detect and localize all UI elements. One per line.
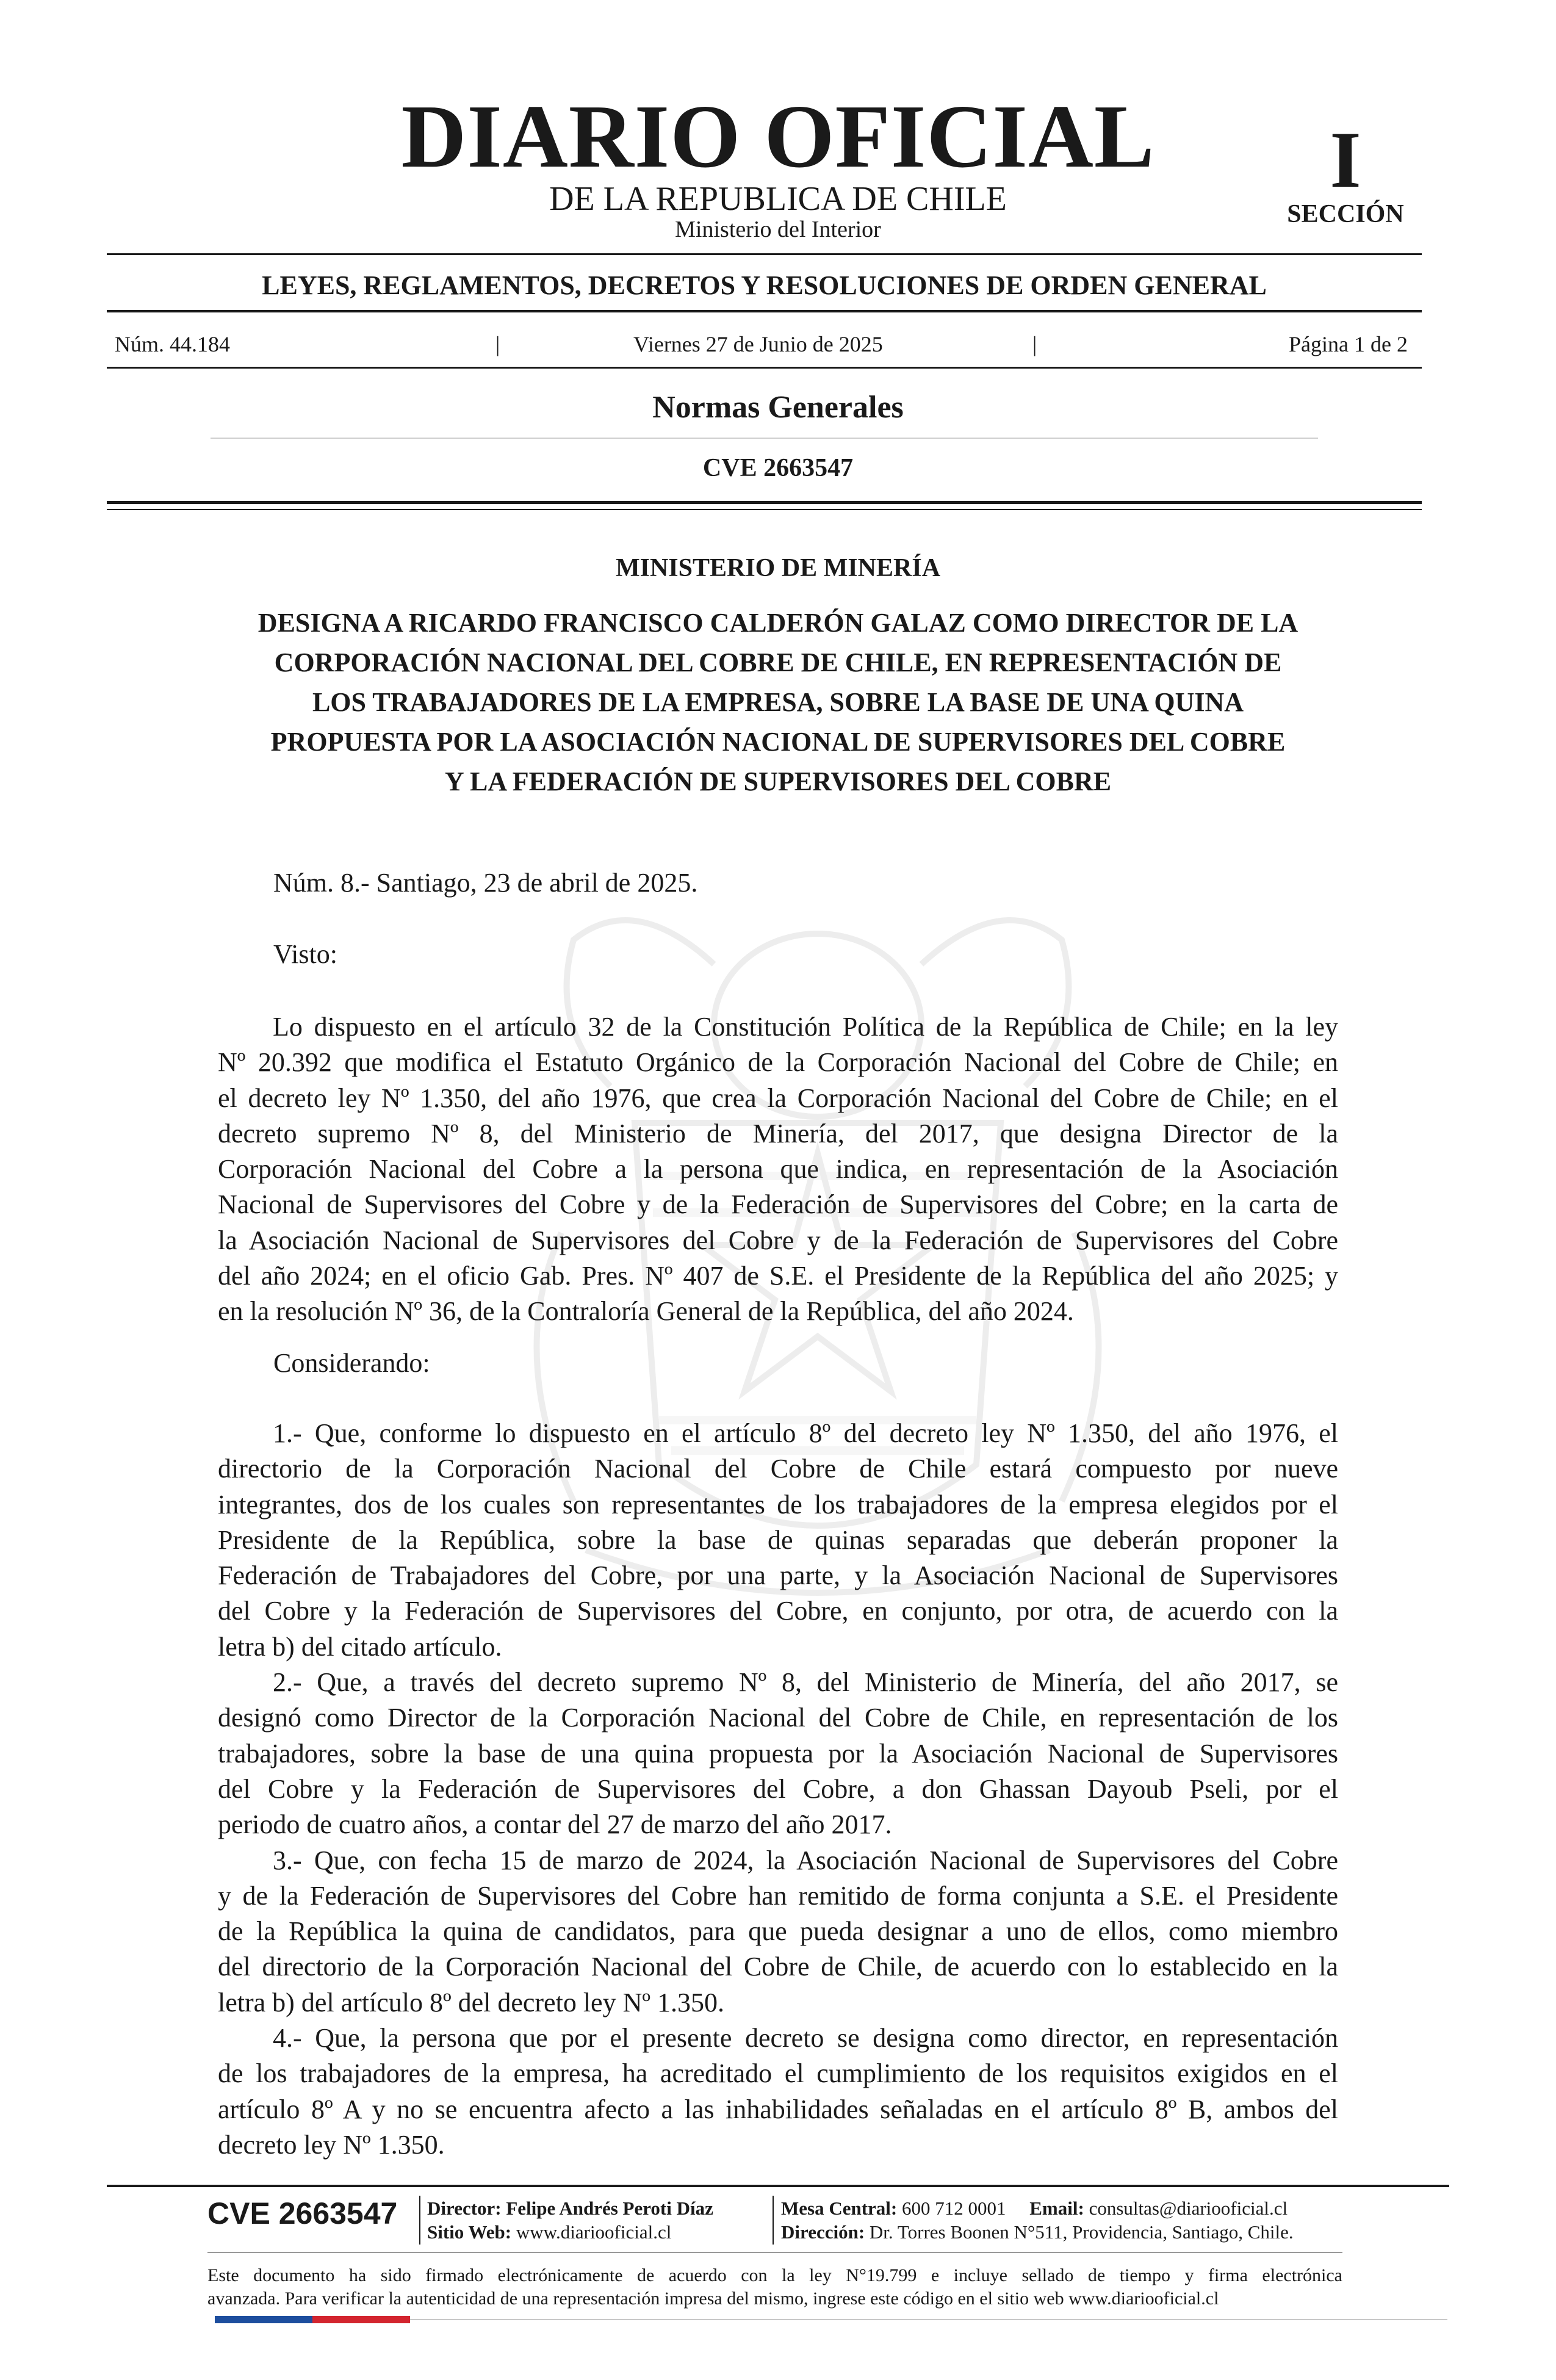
footer-director-label: Director: [427, 2198, 502, 2219]
footer-mesa-value: 600 712 0001 [902, 2198, 1006, 2219]
cve-code: CVE 2663547 [702, 454, 854, 482]
footer-separator [773, 2196, 774, 2245]
text-line: trabajadores, sobre la base de una quina propuesta por la Asociación Nacional de Supervisores [218, 1738, 1338, 1769]
text-line: del Cobre y la Federación de Supervisores del Cobre, a don Ghassan Dayoub Pseli, por el [218, 1773, 1338, 1804]
document-title-line: Y LA FEDERACIÓN DE SUPERVISORES DEL COBRE [444, 766, 1112, 796]
text-line: del Cobre y la Federación de Supervisores del Cobre, en conjunto, por otra, de acuerdo con la [218, 1596, 1338, 1626]
issue-number: Núm. 44.184 [115, 332, 230, 356]
section-number: I [1330, 115, 1361, 204]
text-line: 3.- Que, con fecha 15 de marzo de 2024, la Asociación Nacional de Supervisores del Cobre [273, 1845, 1338, 1875]
decree-number-line: Núm. 8.- Santiago, 23 de abril de 2025. [273, 868, 698, 898]
text-line: integrantes, dos de los cuales son representantes de los trabajadores de la empresa elegidos por el [218, 1489, 1338, 1520]
footer-email-link[interactable]: consultas@diariooficial.cl [1089, 2198, 1288, 2219]
text-line: y de la Federación de Supervisores del Cobre han remitido de forma conjunta a S.E. el Presidente [218, 1880, 1338, 1911]
document-title-line: DESIGNA A RICARDO FRANCISCO CALDERÓN GALAZ COMO DIRECTOR DE LA [258, 608, 1298, 638]
flag-stripe-line [410, 2319, 1447, 2320]
text-line: Nacional de Supervisores del Cobre y de la Federación de Supervisores del Cobre; en la carta de [218, 1189, 1338, 1220]
section-rule-thick [107, 501, 1422, 504]
masthead-ministry: Ministerio del Interior [675, 217, 881, 242]
footer-note-line: Este documento ha sido firmado electrónicamente de acuerdo con la ley N°19.799 e incluye sellado de tiempo y firma electrónica [207, 2265, 1342, 2285]
issue-date: Viernes 27 de Junio de 2025 [633, 332, 883, 356]
meta-separator: | [1032, 332, 1037, 356]
text-line: la Asociación Nacional de Supervisores del Cobre y de la Federación de Supervisores del Cobre [218, 1225, 1338, 1255]
visto-label: Visto: [273, 939, 337, 969]
text-line: Nº 20.392 que modifica el Estatuto Orgánico de la Corporación Nacional del Cobre de Chile; en [218, 1047, 1338, 1078]
text-line: Presidente de la República, sobre la base de quinas separadas que deberán proponer la [218, 1524, 1338, 1555]
flag-stripe-blue [215, 2316, 312, 2323]
footer-divider [207, 2252, 1342, 2253]
text-line: 1.- Que, conforme lo dispuesto en el artículo 8º del decreto ley Nº 1.350, del año 1976, el [273, 1418, 1338, 1448]
text-line: decreto ley Nº 1.350. [218, 2129, 445, 2160]
footer-director-value: Felipe Andrés Peroti Díaz [506, 2198, 713, 2219]
footer-site-label: Sitio Web: [427, 2221, 512, 2243]
category-heading: LEYES, REGLAMENTOS, DECRETOS Y RESOLUCIONES DE ORDEN GENERAL [262, 270, 1267, 300]
footer-rule [107, 2185, 1449, 2187]
footer-address [781, 2223, 1294, 2241]
footer-address-value: Dr. Torres Boonen N°511, Providencia, Santiago, Chile. [869, 2221, 1294, 2243]
considerando-paragraphs [218, 1416, 1338, 2163]
text-line: letra b) del citado artículo. [218, 1631, 502, 1662]
text-line: 2.- Que, a través del decreto supremo Nº 8, del Ministerio de Minería, del año 2017, se [273, 1667, 1338, 1698]
footer-email-label: Email: [1029, 2198, 1084, 2219]
section-title: Normas Generales [652, 390, 904, 425]
document-title-line: LOS TRABAJADORES DE LA EMPRESA, SOBRE LA BASE DE UNA QUINA [312, 687, 1244, 717]
text-line: el decreto ley Nº 1.350, del año 1976, que crea la Corporación Nacional del Cobre de Chile; en el [218, 1083, 1338, 1113]
document-title-line: CORPORACIÓN NACIONAL DEL COBRE DE CHILE, EN REPRESENTACIÓN DE [274, 647, 1282, 677]
text-line: designó como Director de la Corporación Nacional del Cobre de Chile, en representación de los [218, 1703, 1338, 1733]
footer-address-label: Dirección: [781, 2221, 865, 2243]
text-line: de la República la quina de candidatos, para que pueda designar a uno de ellos, como miembro [218, 1916, 1338, 1947]
masthead-subtitle: DE LA REPUBLICA DE CHILE [549, 180, 1007, 218]
document-title-line: PROPUESTA POR LA ASOCIACIÓN NACIONAL DE SUPERVISORES DEL COBRE [270, 727, 1286, 757]
text-line: Federación de Trabajadores del Cobre, por una parte, y la Asociación Nacional de Supervisores [218, 1560, 1338, 1591]
visto-paragraph [218, 1009, 1338, 1330]
header-rule-bottom [107, 367, 1422, 369]
footer-director [427, 2199, 713, 2218]
header-rule-middle [107, 310, 1422, 312]
section-rule-thin [107, 509, 1422, 510]
meta-separator: | [495, 332, 500, 356]
section-label: SECCIÓN [1287, 200, 1404, 228]
flag-stripe-red [312, 2316, 410, 2323]
footer-website [427, 2223, 671, 2241]
text-line: 4.- Que, la persona que por el presente decreto se designa como director, en representación [273, 2023, 1338, 2054]
text-line: del año 2024; en el oficio Gab. Pres. Nº 407 de S.E. el Presidente de la República del año 2025; y [218, 1261, 1338, 1291]
text-line: en la resolución Nº 36, de la Contraloría General de la República, del año 2024. [218, 1296, 1074, 1327]
text-line: decreto supremo Nº 8, del Ministerio de Minería, del 2017, que designa Director de la [218, 1118, 1338, 1149]
footer-site-link[interactable]: www.diariooficial.cl [516, 2221, 672, 2243]
footer-contact [781, 2199, 1288, 2218]
text-line: del directorio de la Corporación Nacional del Cobre de Chile, de acuerdo con lo establecido en la [218, 1952, 1338, 1982]
header-rule-top [107, 253, 1422, 255]
text-line: Corporación Nacional del Cobre a la persona que indica, en representación de la Asociación [218, 1154, 1338, 1185]
text-line: letra b) del artículo 8º del decreto ley Nº 1.350. [218, 1987, 724, 2018]
footer-note [207, 2264, 1342, 2310]
document-ministry: MINISTERIO DE MINERÍA [615, 554, 941, 582]
footer-mesa-label: Mesa Central: [781, 2198, 898, 2219]
text-line: Lo dispuesto en el artículo 32 de la Constitución Política de la República de Chile; en la ley [273, 1012, 1338, 1042]
document-title [0, 603, 1556, 801]
section-divider [211, 438, 1318, 439]
masthead-title: DIARIO OFICIAL [401, 87, 1155, 187]
page-indicator: Página 1 de 2 [1289, 332, 1408, 356]
considerando-label: Considerando: [273, 1348, 430, 1378]
text-line: periodo de cuatro años, a contar del 27 de marzo del año 2017. [218, 1809, 892, 1840]
text-line: artículo 8º A y no se encuentra afecto a las inhabilidades señaladas en el artículo 8º B, ambos del [218, 2094, 1338, 2124]
text-line: directorio de la Corporación Nacional del Cobre de Chile estará compuesto por nueve [218, 1454, 1338, 1484]
footer-note-line: avanzada. Para verificar la autenticidad de una representación impresa del mismo, ingrese este código en el sitio web www.diariooficial.cl [207, 2288, 1219, 2309]
footer-separator [419, 2196, 420, 2245]
footer-cve-code: CVE 2663547 [207, 2196, 398, 2230]
text-line: de los trabajadores de la empresa, ha acreditado el cumplimiento de los requisitos exigidos en el [218, 2058, 1338, 2089]
